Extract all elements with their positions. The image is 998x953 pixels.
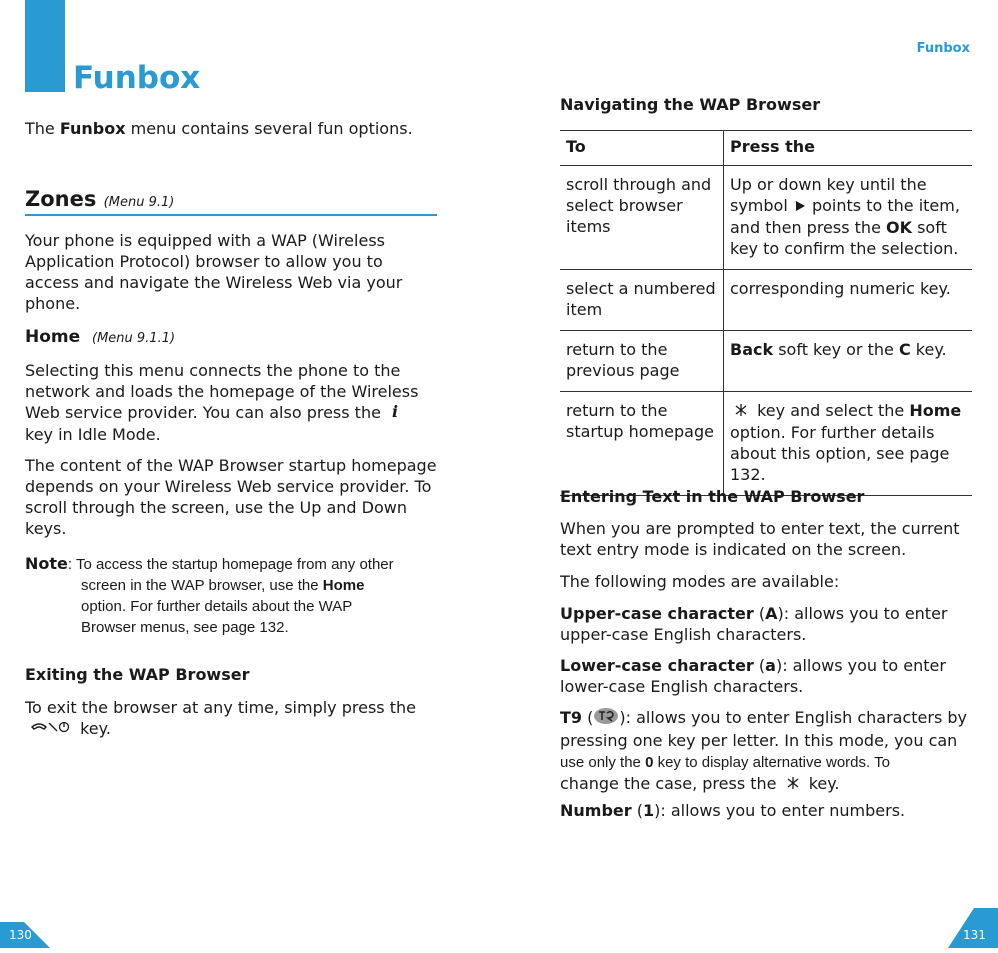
- exiting-heading: Exiting the WAP Browser: [25, 665, 250, 684]
- zones-heading: Zones (Menu 9.1): [25, 187, 175, 211]
- page-number-right: 131: [938, 908, 998, 948]
- entering-paragraph-2: The following modes are available:: [560, 572, 840, 591]
- home-paragraph-2: The content of the WAP Browser startup homepage depends on your Wireless Web service provider. To scroll through the screen, use the Up and Down keys.: [25, 456, 437, 538]
- entering-heading: Entering Text in the WAP Browser: [560, 487, 865, 506]
- table-row: [560, 392, 972, 496]
- table-row: [560, 270, 972, 331]
- page-number-left: 130: [0, 908, 60, 948]
- table-row: [560, 331, 972, 392]
- table-cell: Back soft key or the C key.: [724, 331, 973, 392]
- home-heading: Home (Menu 9.1.1): [25, 327, 176, 347]
- mode-lower: Lower-case character (a): allows you to enter lower-case English characters.: [560, 656, 946, 696]
- table-cell: Up or down key until the symbol points to the item, and then press the OK soft key to confirm the selection.: [724, 166, 973, 270]
- mode-upper: Upper-case character (A): allows you to enter upper-case English characters.: [560, 604, 948, 644]
- svg-text:i: i: [392, 403, 399, 419]
- star-key-icon: [730, 401, 752, 422]
- chapter-tab: [25, 0, 65, 92]
- navigation-table: [560, 130, 972, 496]
- table-header-row: [560, 131, 972, 166]
- table-row: [560, 166, 972, 270]
- end-key-icon: [25, 719, 75, 740]
- column-header-to: To: [560, 131, 724, 166]
- table-cell: select a numbered item: [560, 270, 724, 331]
- running-head: Funbox: [916, 41, 970, 56]
- table-cell: return to the startup homepage: [560, 392, 724, 496]
- info-key-icon: [386, 403, 408, 424]
- home-paragraph-1: Selecting this menu connects the phone to the network and loads the homepage of the Wireless Web service provider. You can also press the i key in Idle Mode.: [25, 361, 419, 444]
- table-cell: return to the previous page: [560, 331, 724, 392]
- navigating-heading: Navigating the WAP Browser: [560, 95, 821, 114]
- star-key-icon: [782, 774, 804, 795]
- zones-body: Your phone is equipped with a WAP (Wireless Application Protocol) browser to allow you to access and navigate the Wireless Web via your phone.: [25, 231, 403, 313]
- t9-mode-icon: [593, 707, 619, 730]
- zones-rule: [25, 214, 437, 216]
- intro-paragraph: The Funbox menu contains several fun options.: [25, 119, 413, 138]
- table-cell: scroll through and select browser items: [560, 166, 724, 270]
- column-header-press: Press the: [724, 131, 973, 166]
- mode-t9: T9 ( ): allows you to enter English characters by pressing one key per letter. In this mode, you can use only the 0 key to display alternative words. To change the case, press the key.: [560, 708, 968, 793]
- page-title: Funbox: [73, 60, 201, 96]
- entering-paragraph-1: When you are prompted to enter text, the current text entry mode is indicated on the screen.: [560, 519, 960, 559]
- note: Note: To access the startup homepage from any other screen in the WAP browser, use the Home option. For further details about the WAP Browser menus, see page 132.: [25, 554, 394, 636]
- pointer-arrow-icon: [793, 196, 807, 217]
- mode-number: Number (1): allows you to enter numbers.: [560, 801, 906, 820]
- table-cell: key and select the Home option. For further details about this option, see page 132.: [724, 392, 973, 496]
- exiting-paragraph: To exit the browser at any time, simply press the key.: [25, 698, 416, 738]
- table-cell: corresponding numeric key.: [724, 270, 973, 331]
